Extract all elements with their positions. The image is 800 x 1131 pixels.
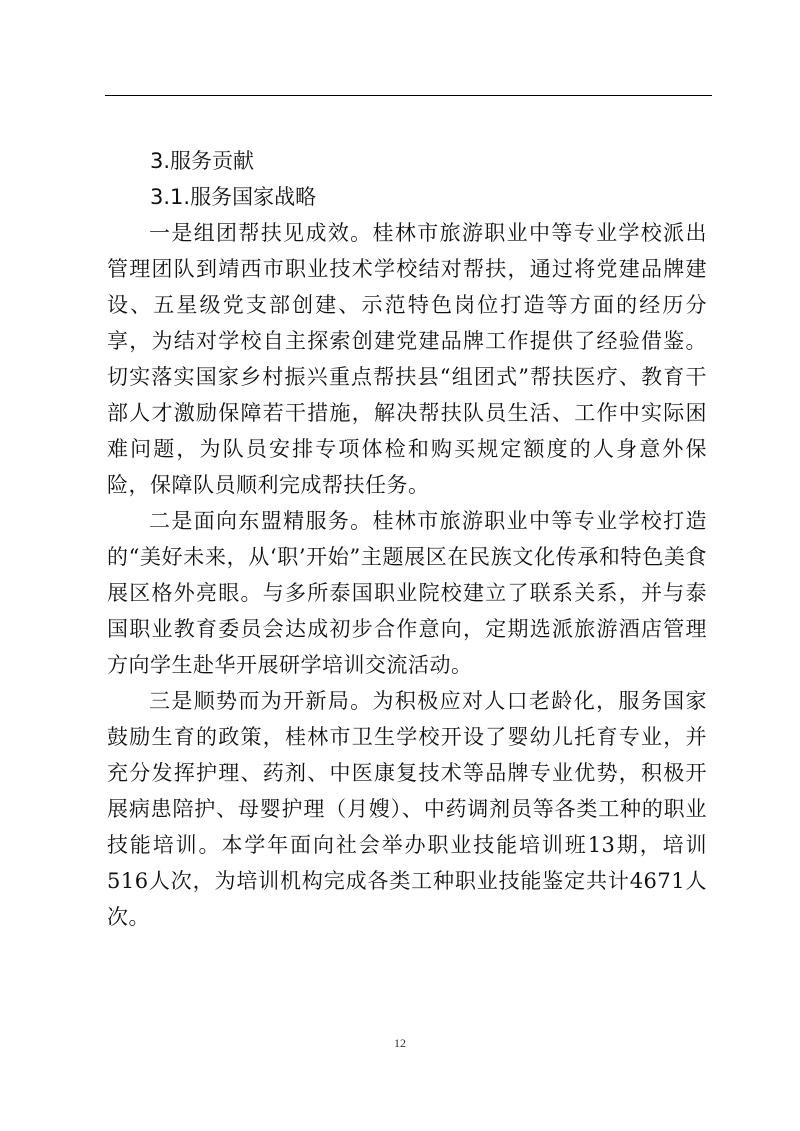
paragraph-new-situation: 三是顺势而为开新局。为积极应对人口老龄化，服务国家鼓励生育的政策，桂林市卫生学校开设了婴幼儿托育专业，并充分发挥护理、药剂、中医康复技术等品牌专业优势，积极开展病患陪护、母婴护理（月嫂）、中药调剂员等各类工种的职业技能培训。本学年面向社会举办职业技能培训班13期，培训516人次，为培训机构完成各类工种职业技能鉴定共计4671人次。 [107,689,707,929]
document-body [107,143,707,935]
header-rule [105,95,712,96]
subsection-heading: 3.1.服务国家战略 [150,185,317,209]
paragraph-team-assistance: 一是组团帮扶见成效。桂林市旅游职业中等专业学校派出管理团队到靖西市职业技术学校结对帮扶，通过将党建品牌建设、五星级党支部创建、示范特色岗位打造等方面的经历分享，为结对学校自主探索创建党建品牌工作提供了经验借鉴。切实落实国家乡村振兴重点帮扶县“组团式”帮扶医疗、教育干部人才激励保障若干措施，解决帮扶队员生活、工作中实际困难问题，为队员安排专项体检和购买规定额度的人身意外保险，保障队员顺利完成帮扶任务。 [107,221,707,497]
page-number: 12 [394,1036,406,1050]
paragraph-asean-service: 二是面向东盟精服务。桂林市旅游职业中等专业学校打造的“美好未来，从‘职’开始”主题展区在民族文化传承和特色美食展区格外亮眼。与多所泰国职业院校建立了联系关系，并与泰国职业教育委员会达成初步合作意向，定期选派旅游酒店管理方向学生赴华开展研学培训交流活动。 [107,509,707,677]
section-heading: 3.服务贡献 [150,149,255,173]
